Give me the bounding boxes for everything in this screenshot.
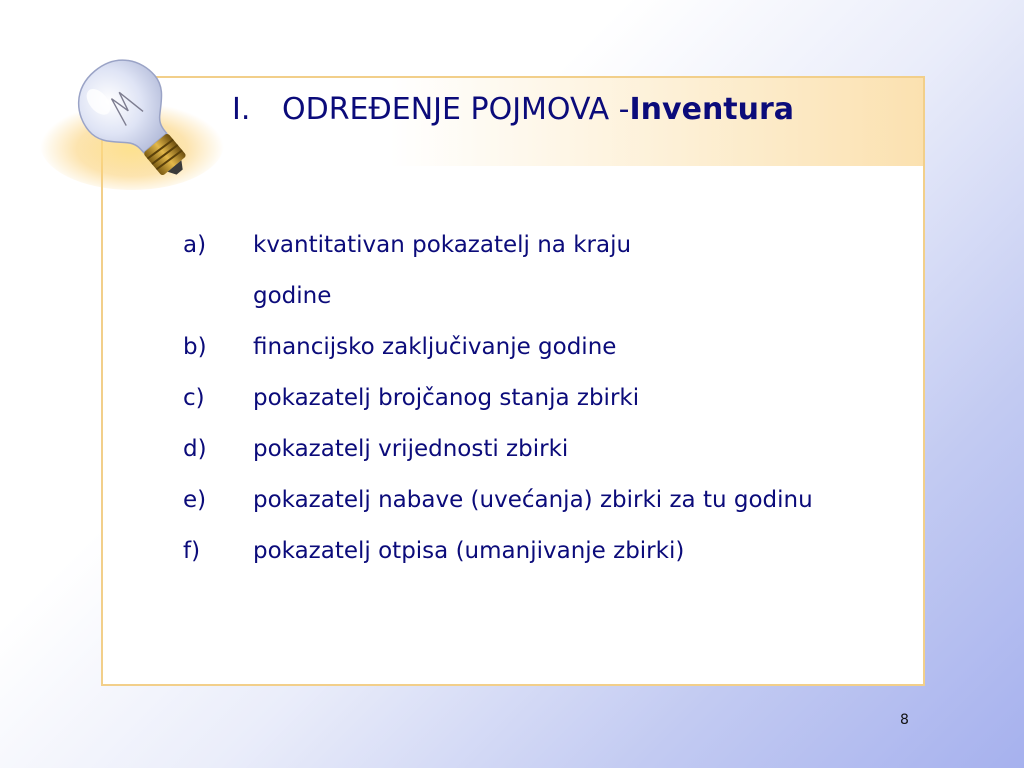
list-item-text: financijsko zaključivanje godine	[253, 334, 617, 360]
light-bulb-icon	[40, 52, 230, 192]
list-marker: a)	[183, 232, 207, 258]
title-bold-text: Inventura	[629, 92, 795, 127]
list-marker: b)	[183, 334, 207, 360]
list-item-text	[253, 228, 883, 313]
list-marker: f)	[183, 538, 201, 564]
title-numeral: I.	[232, 92, 251, 127]
list-item-a	[183, 228, 883, 313]
list-marker: e)	[183, 487, 207, 513]
list-marker: c)	[183, 385, 205, 411]
list-marker: d)	[183, 436, 207, 462]
title-plain-text: ODREĐENJE POJMOVA -	[282, 92, 630, 127]
page-number: 8	[900, 712, 909, 728]
list-item-line: godine	[253, 283, 332, 309]
list-item-e	[183, 483, 883, 517]
list-item-d	[183, 432, 883, 466]
slide-title	[232, 88, 794, 132]
list-item-line: kvantitativan pokazatelj na kraju	[253, 232, 632, 258]
list-item-f	[183, 534, 883, 568]
definition-list	[183, 228, 883, 585]
list-item-text: pokazatelj brojčanog stanja zbirki	[253, 385, 640, 411]
list-item-text: pokazatelj vrijednosti zbirki	[253, 436, 569, 462]
list-item-b	[183, 330, 883, 364]
list-item-text: pokazatelj nabave (uvećanja) zbirki za tu godinu	[253, 487, 813, 513]
list-item-c	[183, 381, 883, 415]
list-item-text: pokazatelj otpisa (umanjivanje zbirki)	[253, 538, 685, 564]
